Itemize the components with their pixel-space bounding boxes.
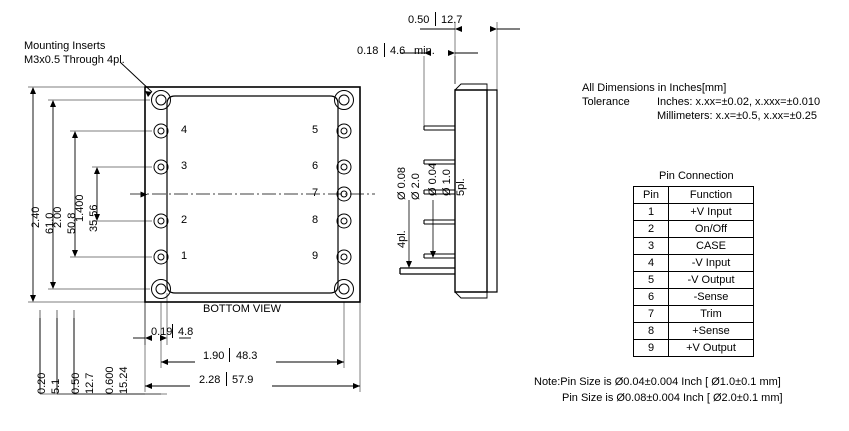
dim-divider [435, 12, 436, 26]
dim-value: 1.400 [74, 194, 86, 222]
dim-579: 57.9 [232, 374, 254, 386]
dim-value-metric: 35.56 [88, 204, 100, 232]
dim-019: 0.19 [151, 326, 173, 338]
pin-number-5: 5 [312, 124, 319, 136]
pin-size-note-1: Note:Pin Size is Ø0.04±0.004 Inch [ Ø1.0±0.1 mm] [534, 376, 781, 388]
dim-483: 48.3 [236, 350, 258, 362]
cell-pin: 4 [634, 255, 669, 272]
dim-050 [70, 373, 82, 394]
dim-0600 [104, 366, 116, 394]
dim-pin-large-metric: Ø 2.0 [410, 173, 422, 200]
cell-pin: 8 [634, 323, 669, 340]
dim-228: 2.28 [199, 374, 221, 386]
table-row [634, 255, 754, 272]
cell-pin: 2 [634, 221, 669, 238]
dim-vertical-3556 [88, 204, 100, 232]
mounting-note-line1: Mounting Inserts [24, 40, 106, 52]
dim-divider [172, 324, 173, 338]
cell-function: -V Input [669, 255, 754, 272]
dim-pin-small-imperial: Ø 0.04 [427, 162, 439, 196]
header-function: Function [669, 187, 754, 204]
pin-size-note-2: Pin Size is Ø0.08±0.004 Inch [ Ø2.0±0.1 mm] [562, 392, 783, 404]
tolerance-label: Tolerance [582, 96, 630, 108]
pin-number-4: 4 [181, 124, 188, 136]
dim-value-metric: 12.7 [84, 372, 96, 394]
pin-number-2: 2 [181, 214, 188, 226]
dim-side-min: min. [414, 45, 435, 57]
dim-value: 0.20 [36, 372, 48, 394]
dim-pin-small-qty: 5pl. [455, 178, 467, 196]
dim-020 [36, 373, 48, 394]
cell-pin: 1 [634, 204, 669, 221]
cell-function: On/Off [669, 221, 754, 238]
table-row [634, 289, 754, 306]
bottom-view-label: BOTTOM VIEW [203, 303, 282, 315]
table-row [634, 204, 754, 221]
dim-value-metric: 50.8 [66, 212, 78, 234]
pin-number-3: 3 [181, 160, 188, 172]
cell-function: +V Input [669, 204, 754, 221]
dim-vertical-1400 [74, 194, 86, 222]
dim-side-127: 12.7 [441, 14, 463, 26]
pin-number-6: 6 [312, 160, 319, 172]
header-pin: Pin [634, 187, 669, 204]
dim-side-050: 0.50 [408, 14, 430, 26]
table-row [634, 340, 754, 357]
dim-127 [84, 373, 96, 394]
mounting-note-line2: M3x0.5 Through 4pl. [24, 54, 125, 66]
cell-function: +V Output [669, 340, 754, 357]
cell-pin: 9 [634, 340, 669, 357]
cell-pin: 3 [634, 238, 669, 255]
pin-number-1: 1 [181, 250, 188, 262]
dim-1524 [118, 366, 130, 394]
cell-function: +Sense [669, 323, 754, 340]
cell-pin: 6 [634, 289, 669, 306]
dim-side-018: 0.18 [357, 45, 379, 57]
dim-side-46: 4.6 [390, 45, 406, 57]
cell-function: -Sense [669, 289, 754, 306]
dim-value: 0.50 [70, 372, 82, 394]
pin-connection-title: Pin Connection [659, 170, 734, 182]
table-row [634, 238, 754, 255]
dim-48: 4.8 [178, 326, 194, 338]
dim-divider [229, 348, 230, 362]
pin-number-8: 8 [312, 214, 319, 226]
cell-function: -V Output [669, 272, 754, 289]
table-header-row [634, 187, 754, 204]
cell-pin: 5 [634, 272, 669, 289]
cell-function: CASE [669, 238, 754, 255]
dim-51 [50, 379, 62, 394]
cell-pin: 7 [634, 306, 669, 323]
dim-vertical-200 [52, 207, 64, 228]
pin-number-9: 9 [312, 250, 319, 262]
table-row [634, 306, 754, 323]
dim-value: 2.40 [30, 206, 42, 228]
tolerance-inches: Inches: x.xx=±0.02, x.xxx=±0.010 [657, 96, 821, 108]
table-row [634, 221, 754, 238]
dim-value: 2.00 [52, 206, 64, 228]
dim-value-metric: 61.0 [44, 212, 56, 234]
dim-divider [384, 43, 385, 57]
all-dimensions-note: All Dimensions in Inches[mm] [582, 82, 727, 94]
table-row [634, 323, 754, 340]
table-row [634, 272, 754, 289]
pin-connection-table [633, 186, 754, 357]
dim-vertical-240 [30, 207, 42, 228]
dim-value: 0.600 [104, 366, 116, 394]
cell-function: Trim [669, 306, 754, 323]
pin-number-7: 7 [312, 187, 319, 199]
dim-divider [226, 372, 227, 386]
dim-value-metric: 5.1 [50, 378, 62, 394]
dim-pin-large-qty: 4pl. [396, 230, 408, 248]
dim-190: 1.90 [203, 350, 225, 362]
tolerance-millimeters: Millimeters: x.x=±0.5, x.xx=±0.25 [657, 110, 818, 122]
dim-pin-small-metric: Ø 1.0 [441, 169, 453, 196]
dim-pin-large-imperial: Ø 0.08 [396, 166, 408, 200]
dim-value-metric: 15.24 [118, 366, 130, 394]
